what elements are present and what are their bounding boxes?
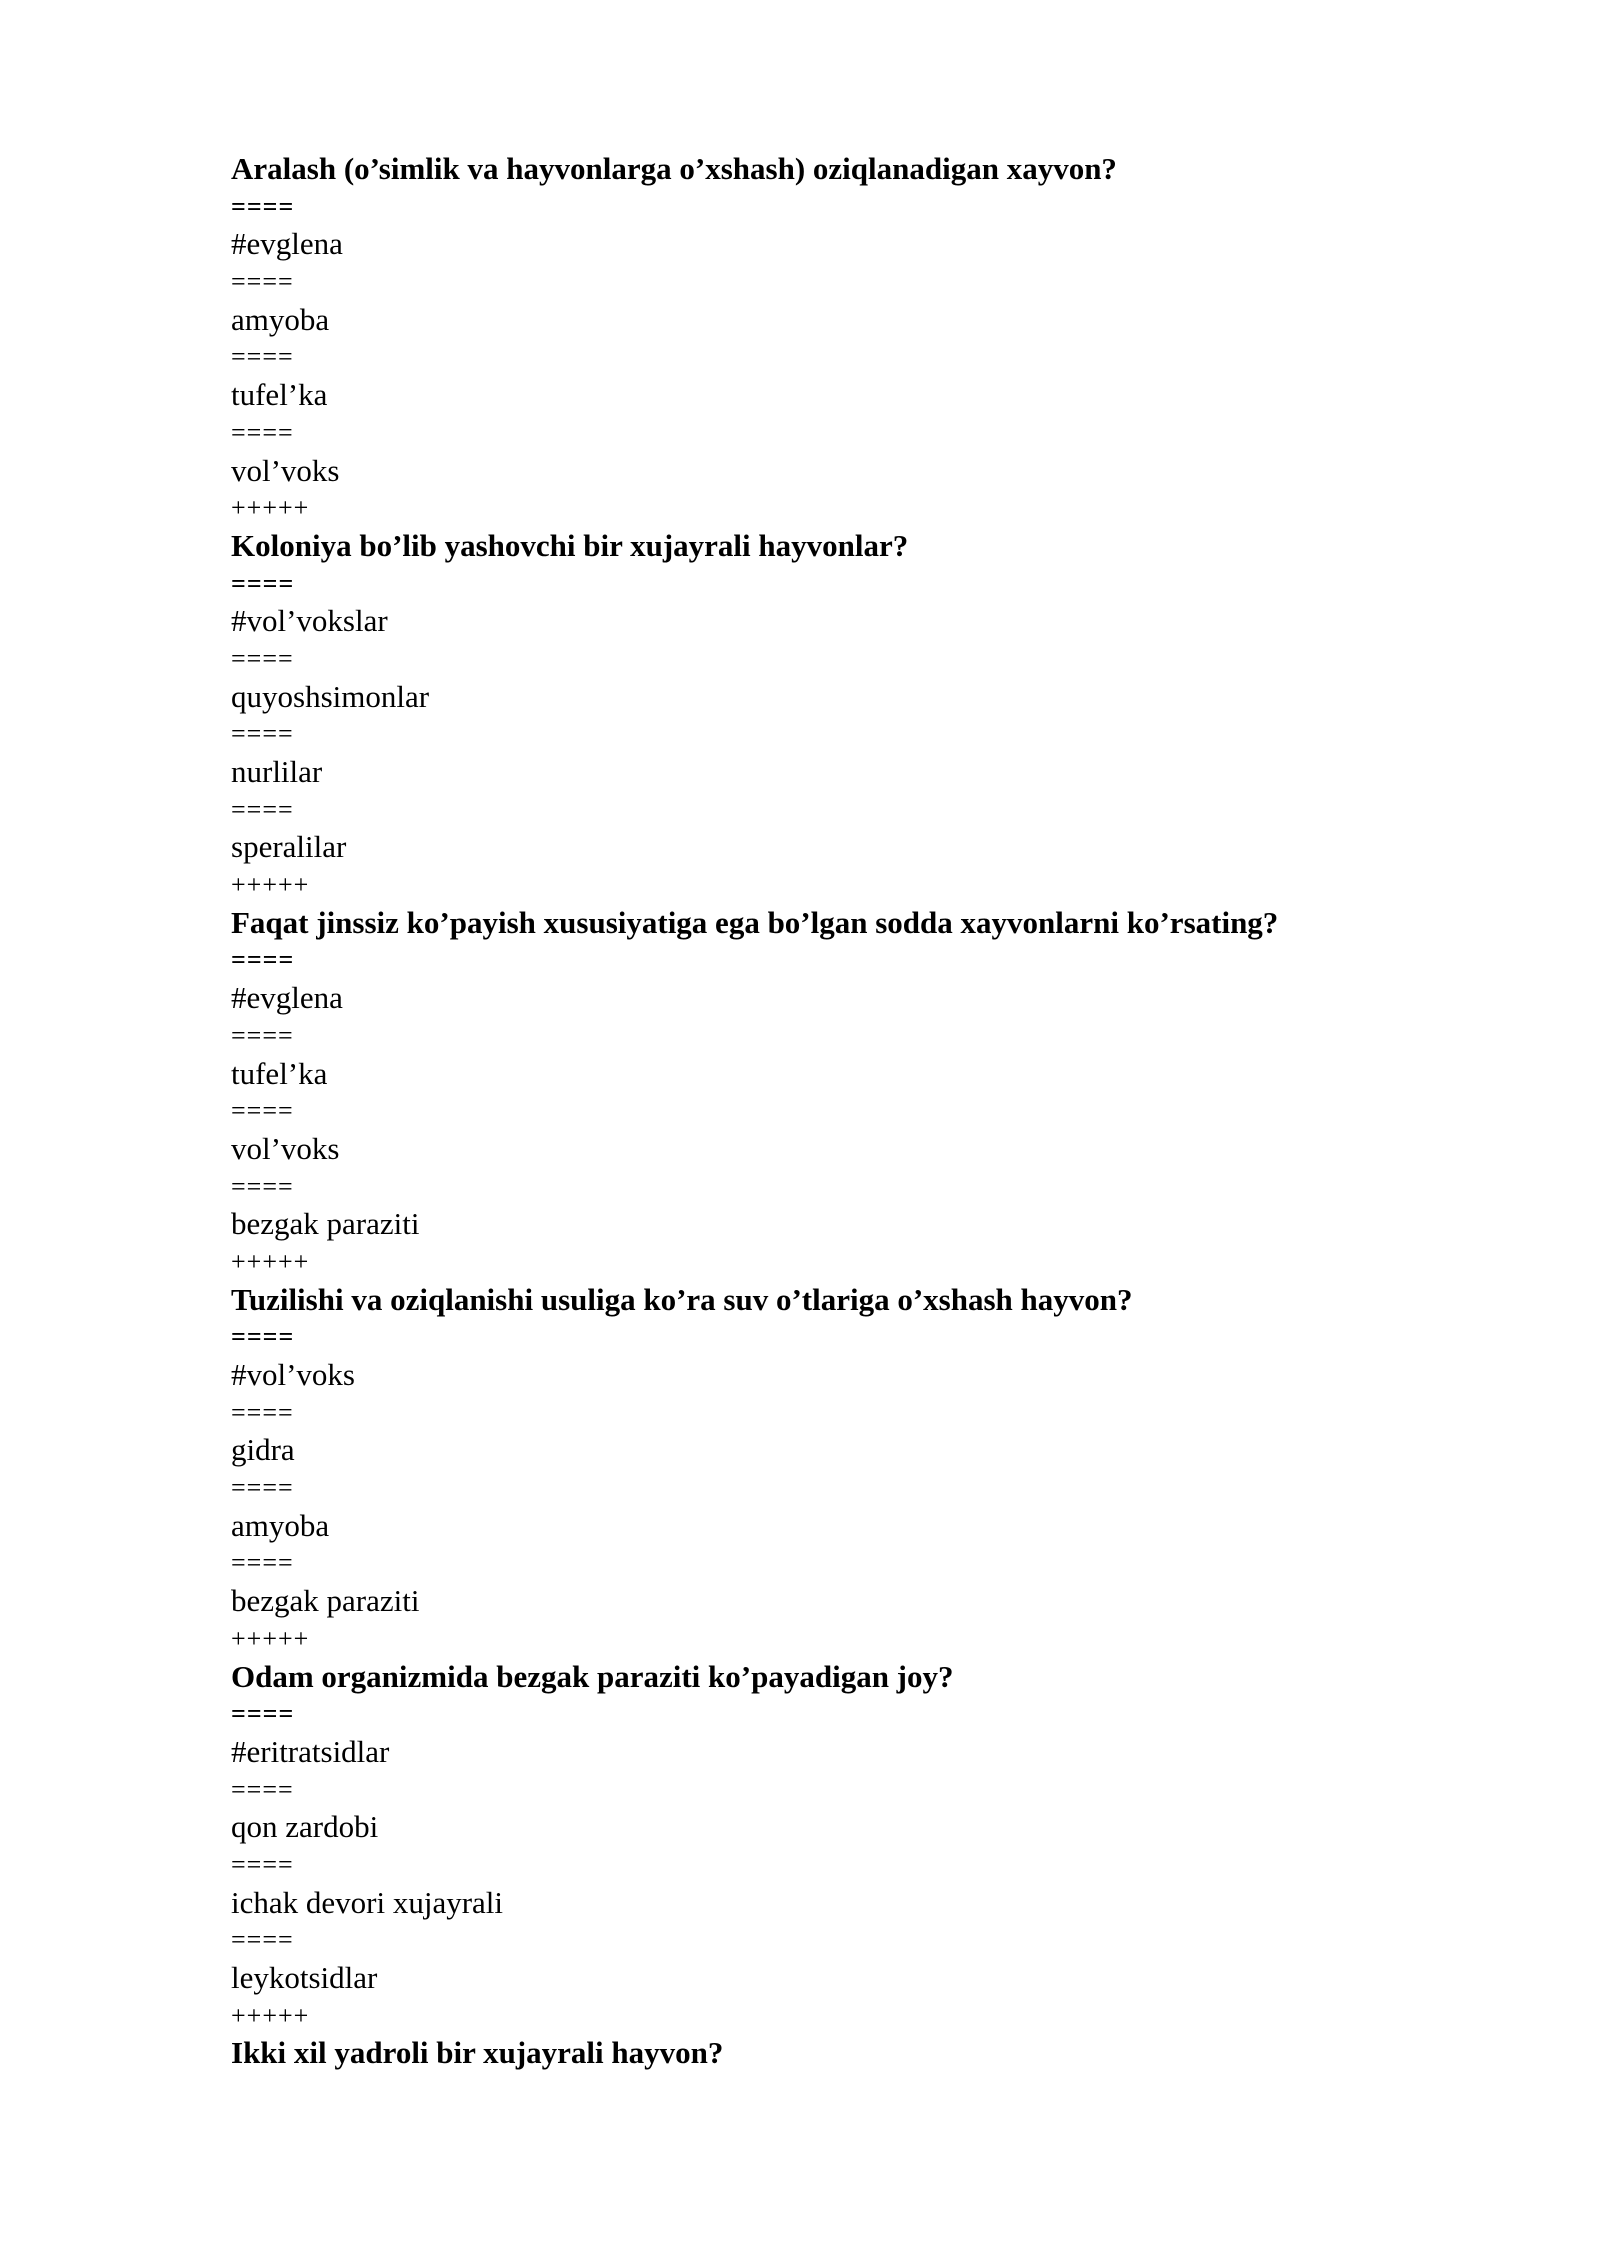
test-content [231,150,1481,2072]
question-end-marker: +++++ [231,493,310,523]
answer-option: amyoba [231,301,330,337]
question-separator: ==== [231,1699,295,1729]
answer-option-correct: #evglena [231,980,343,1016]
question-separator: ==== [231,1322,295,1352]
question-block-6 [231,2034,1481,2072]
answer-option: ichak devori xujayrali [231,1884,504,1920]
question-end-marker: +++++ [231,1246,310,1276]
question-text: Odam organizmida bezgak paraziti ko’payadigan joy? [231,1658,954,1694]
answer-option: tufel’ka [231,377,328,413]
question-text: Tuzilishi va oziqlanishi usuliga ko’ra suv o’tlariga o’xshash hayvon? [231,1281,1133,1317]
answer-option: amyoba [231,1507,330,1543]
question-text: Ikki xil yadroli bir xujayrali hayvon? [231,2035,724,2071]
option-separator: ==== [231,267,294,297]
option-separator: ==== [231,643,294,673]
question-text: Koloniya bo’lib yashovchi bir xujayrali hayvonlar? [231,527,909,563]
answer-option: bezgak paraziti [231,1206,420,1242]
answer-option-correct: #vol’vokslar [231,603,388,639]
option-separator: ==== [231,1774,294,1804]
question-block-3 [231,904,1481,1281]
answer-option: bezgak paraziti [231,1583,420,1619]
question-block-2 [231,527,1481,904]
question-block-5 [231,1658,1481,2035]
question-block-1 [231,150,1481,527]
answer-option: gidra [231,1432,295,1468]
answer-option: quyoshsimonlar [231,678,430,714]
answer-option: qon zardobi [231,1809,379,1845]
option-separator: ==== [231,1473,294,1503]
option-separator: ==== [231,1849,294,1879]
answer-option: speralilar [231,829,347,865]
question-text: Aralash (o’simlik va hayvonlarga o’xshash) oziqlanadigan xayvon? [231,151,1117,186]
answer-option-correct: #eritratsidlar [231,1733,390,1769]
answer-option: vol’voks [231,452,340,488]
option-separator: ==== [231,794,294,824]
option-separator: ==== [231,342,294,372]
answer-option: vol’voks [231,1130,340,1166]
option-separator: ==== [231,1548,294,1578]
option-separator: ==== [231,719,294,749]
answer-option: tufel’ka [231,1055,328,1091]
answer-option: leykotsidlar [231,1960,378,1995]
option-separator: ==== [231,1171,294,1201]
question-block-4 [231,1281,1481,1658]
question-separator: ==== [231,945,295,975]
question-end-marker: +++++ [231,2000,310,2030]
answer-option: nurlilar [231,754,323,789]
question-separator: ==== [231,191,295,221]
option-separator: ==== [231,417,294,447]
question-text: Faqat jinssiz ko’payish xususiyatiga ega bo’lgan sodda xayvonlarni ko’rsating? [231,904,1279,940]
answer-option-correct: #evglena [231,226,343,262]
question-separator: ==== [231,568,295,598]
option-separator: ==== [231,1397,294,1427]
question-end-marker: +++++ [231,1623,310,1653]
answer-option-correct: #vol’voks [231,1357,355,1392]
option-separator: ==== [231,1020,294,1050]
question-end-marker: +++++ [231,870,310,900]
option-separator: ==== [231,1925,294,1955]
option-separator: ==== [231,1096,294,1126]
